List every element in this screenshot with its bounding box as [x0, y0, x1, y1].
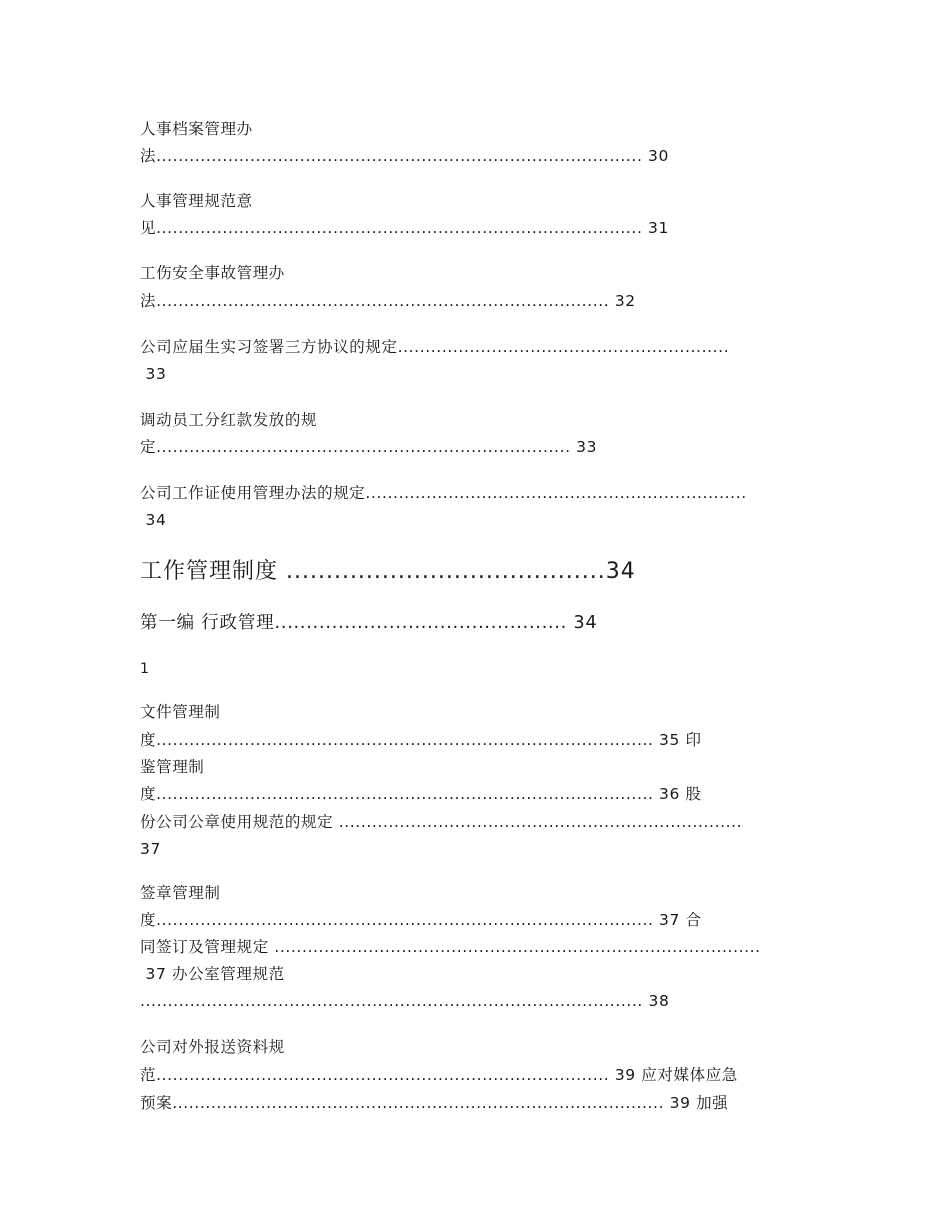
toc-entry-leader: 定........................................................................... 33	[140, 438, 598, 456]
toc-entry-line: 公司应届生实习签署三方协议的规定............................................................	[140, 338, 730, 356]
toc-entry-title: 签章管理制	[140, 884, 221, 902]
toc-entry-line: 同签订及管理规定 ........................................................................................	[140, 938, 761, 956]
toc-entry-page: 37 办公室管理规范	[140, 965, 285, 983]
part-heading: 第一编 行政管理.............................................. 34	[140, 613, 598, 633]
toc-entry-leader: 见........................................................................................ 31	[140, 219, 669, 237]
toc-entry-title: 人事管理规范意	[140, 192, 253, 210]
toc-entry-title: 调动员工分红款发放的规	[140, 411, 318, 429]
toc-entry-line: 公司工作证使用管理办法的规定.....................................................................	[140, 484, 747, 502]
toc-entry-title: 文件管理制	[140, 703, 221, 721]
toc-entry-line: 份公司公章使用规范的规定 .........................................................................	[140, 813, 743, 831]
toc-entry-leader: 度.......................................................................................... 37 合	[140, 911, 702, 929]
toc-entry-title: 鉴管理制	[140, 758, 205, 776]
toc-entry-title: 工伤安全事故管理办	[140, 264, 285, 282]
chapter-heading: 工作管理制度 ........................................34	[140, 559, 636, 584]
toc-entry-leader: 法........................................................................................ 30	[140, 147, 669, 165]
toc-entry-title: 人事档案管理办	[140, 120, 253, 138]
toc-entry-leader: ........................................................................................... 38	[140, 992, 670, 1010]
toc-entry-leader: 度.......................................................................................... 35 印	[140, 731, 702, 749]
toc-entry-leader: 法.................................................................................. 32	[140, 292, 636, 310]
toc-entry-title: 公司对外报送资料规	[140, 1038, 285, 1056]
toc-entry-leader: 范.................................................................................. 39 应对媒体应急	[140, 1066, 738, 1084]
toc-entry-leader: 度.......................................................................................... 36 股	[140, 785, 702, 803]
page-number: 1	[140, 661, 150, 677]
toc-entry-page: 37	[140, 840, 161, 858]
toc-entry-leader: 预案......................................................................................... 39 加强	[140, 1094, 729, 1112]
toc-entry-page: 34	[140, 511, 167, 529]
toc-entry-page: 33	[140, 365, 167, 383]
